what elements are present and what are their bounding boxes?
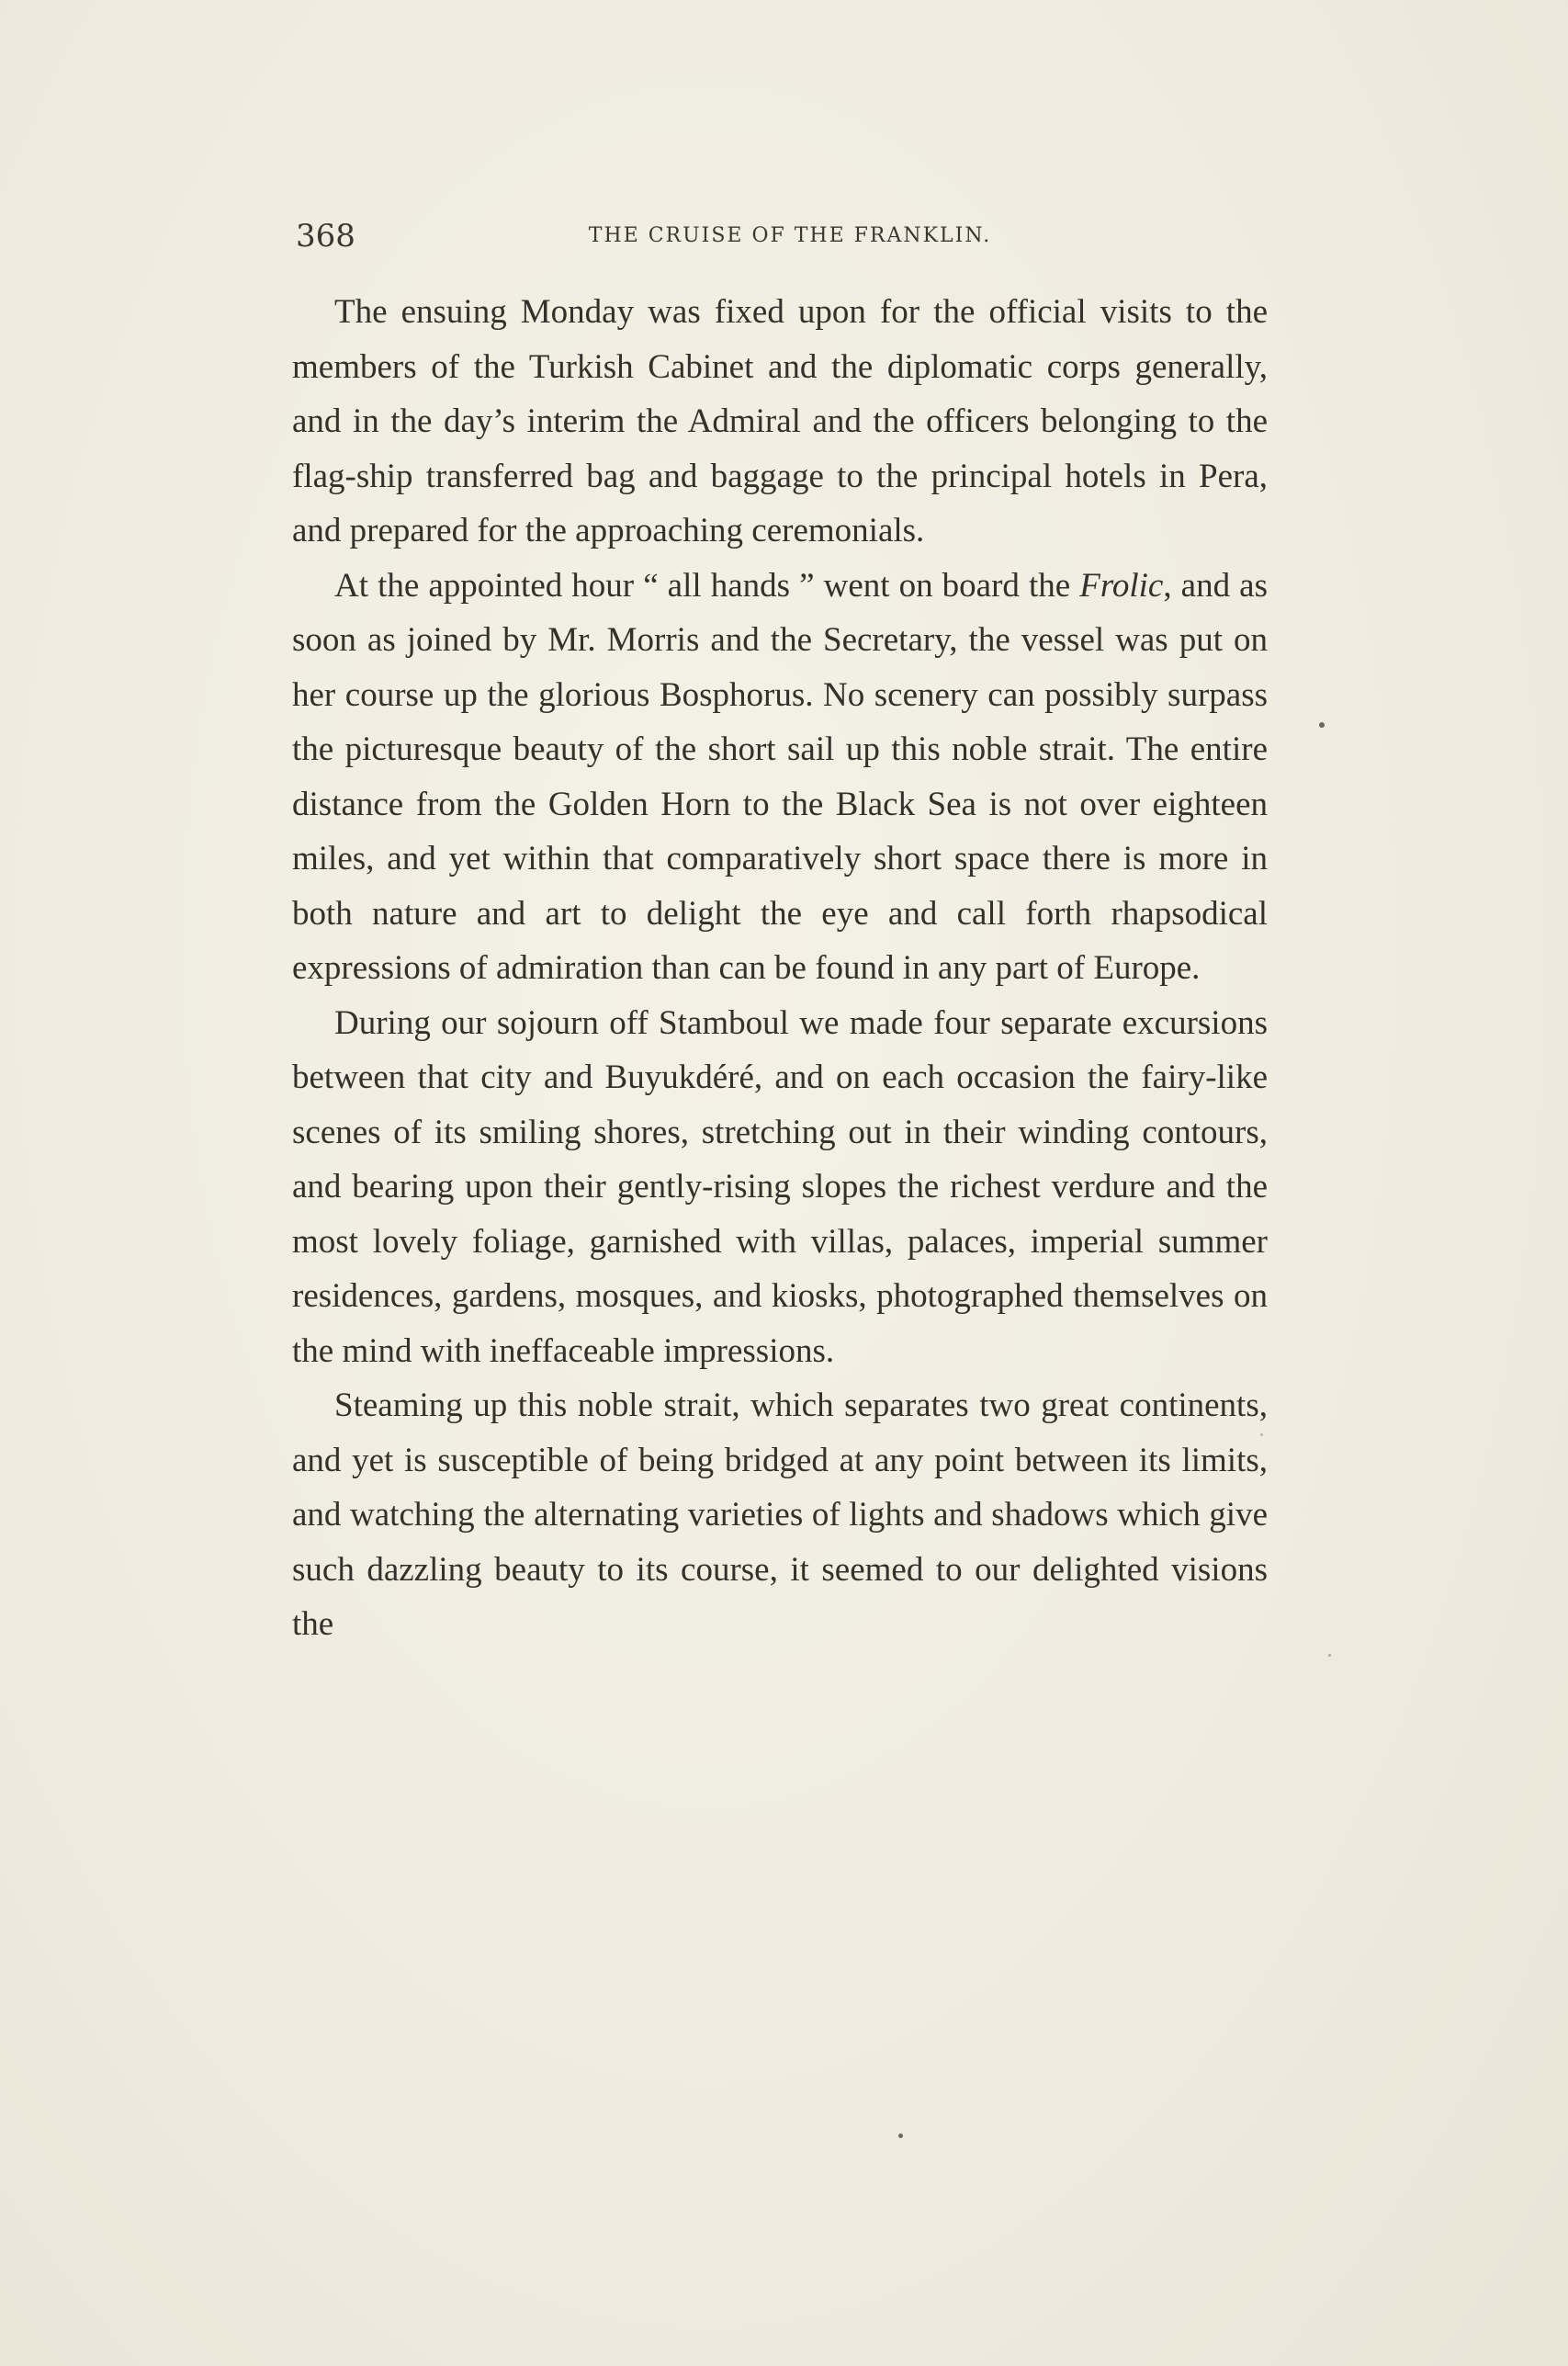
page-header xyxy=(296,213,1266,259)
paragraph-2-rest: , and as soon as joined by Mr. Morris and the Secretary, the vessel was put on her course up the glorious Bosphorus. No scenery can possibly surpass the picturesque beauty of the short sail up this noble strait. The entire distance from the Golden Horn to the Black Sea is not over eighteen miles, and yet within that comparatively short space there is more in both nature and art to delight the eye and call forth rhapsodical expressions of admiration than can be found in any part of Europe. xyxy=(292,566,1268,987)
paper-speck xyxy=(1260,1433,1263,1436)
page-number: 368 xyxy=(296,218,355,255)
paper-speck xyxy=(1328,1654,1331,1657)
paper-speck xyxy=(1319,722,1325,728)
paragraph-3: During our sojourn off Stamboul we made four separate excursions between that city and Buyukdéré, and on each occasion the fairy-like scenes of its smiling shores, stretching out in their winding contours, and bearing upon their gently-rising slopes the richest verdure and the most lovely foliage, garnished with villas, palaces, imperial summer residences, gardens, mosques, and kiosks, photographed themselves on the mind with ineffaceable impressions. xyxy=(292,1003,1268,1370)
paragraph-4: Steaming up this noble strait, which separates two great continents, and yet is susceptible of being bridged at any point between its limits, and watching the alternating varieties of lights and shadows which give such dazzling beauty to its course, it seemed to our delighted visions the xyxy=(292,1387,1268,1643)
paragraph-2 xyxy=(292,559,1268,996)
ship-name: Frolic xyxy=(1079,566,1164,605)
running-title: THE CRUISE OF THE FRANKLIN. xyxy=(588,224,992,247)
paragraph-1: The ensuing Monday was fixed upon for the official visits to the members of the Turkish Cabinet and the diplomatic corps generally, and in the day’s interim the Admiral and the officers belonging to the flag-ship transferred bag and baggage to the principal hotels in Pera, and prepared for the approaching ceremonials. xyxy=(292,293,1268,549)
paper-speck xyxy=(898,2134,903,2138)
paragraph-2-start: At the appointed hour “ all hands ” went on board the xyxy=(334,566,1080,605)
body-text xyxy=(292,285,1268,1652)
